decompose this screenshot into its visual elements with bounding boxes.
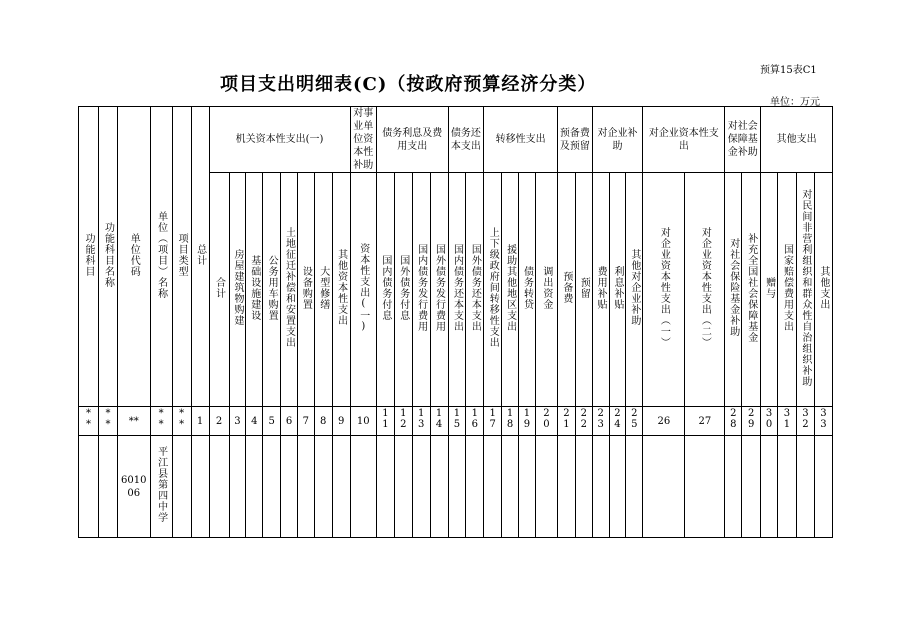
sub-house: 房屋建筑物购建 (229, 173, 246, 407)
sub-foreign-fee: 国外债务发行费用 (430, 173, 448, 407)
num-cell: 30 (761, 407, 778, 436)
sub-other-capital: 其他资本性支出 (332, 173, 350, 407)
sub-gift: 赠与 (761, 173, 778, 407)
num-cell: 9 (332, 407, 350, 436)
sub-car: 公务用车购置 (263, 173, 281, 407)
group-debt-interest: 债务利息及费用支出 (376, 107, 448, 173)
num-cell: 20 (535, 407, 557, 436)
table-row (79, 436, 833, 538)
sub-ss-fund: 对社会保险基金补助 (725, 173, 742, 407)
col-func-subject: 功能科目 (79, 107, 99, 407)
num-cell: 11 (376, 407, 394, 436)
num-cell: 10 (350, 407, 376, 436)
num-cell: 29 (742, 407, 761, 436)
sub-ss-supplement: 补充全国社会保障基金 (742, 173, 761, 407)
sub-enterprise-capital-1: 对企业资本性支出（一） (643, 173, 685, 407)
sub-npo-subsidy: 对民间非营利组织和群众性自治组织补助 (796, 173, 814, 407)
num-cell: 5 (263, 407, 281, 436)
sub-other: 其他支出 (814, 173, 832, 407)
num-cell: 26 (643, 407, 685, 436)
page-title: 项目支出明细表(C)（按政府预算经济分类） (220, 74, 597, 95)
num-cell: 21 (557, 407, 575, 436)
num-cell: 19 (519, 407, 536, 436)
unit-code-cell: 601006 (117, 436, 150, 538)
group-other: 其他支出 (761, 107, 833, 173)
group-reserve: 预备费及预留 (557, 107, 592, 173)
num-cell: 8 (314, 407, 332, 436)
num-cell: 31 (778, 407, 797, 436)
num-cell: 1 (191, 407, 209, 436)
sub-repair: 大型修缮 (314, 173, 332, 407)
num-cell: ** (117, 407, 150, 436)
num-cell: 27 (685, 407, 725, 436)
header-row-groups (79, 107, 833, 173)
sub-foreign-interest: 国外债务付息 (394, 173, 412, 407)
num-cell: 23 (592, 407, 609, 436)
sub-foreign-principal: 国外债务还本支出 (466, 173, 484, 407)
form-code: 预算15表C1 (760, 65, 817, 76)
group-enterprise-capital: 对企业资本性支出 (643, 107, 725, 173)
sub-land: 土地征迁补偿和安置支出 (281, 173, 298, 407)
sub-domestic-fee: 国内债务发行费用 (412, 173, 430, 407)
sub-interest-subsidy: 利息补贴 (609, 173, 626, 407)
sub-capital-1: 资本性支出(一) (350, 173, 376, 407)
sub-fee-subsidy: 费用补贴 (592, 173, 609, 407)
group-institution-capital-subsidy: 对事业单位资本性补助 (350, 107, 376, 173)
num-cell: 28 (725, 407, 742, 436)
sub-enterprise-capital-2: 对企业资本性支出（二） (685, 173, 725, 407)
col-project-type: 项目类型 (172, 107, 191, 407)
sub-transfer-out: 调出资金 (535, 173, 557, 407)
sub-intergov-transfer: 上下级政府间转移性支出 (484, 173, 502, 407)
sub-equip: 设备购置 (297, 173, 314, 407)
sub-retain: 预留 (575, 173, 592, 407)
num-cell: 12 (394, 407, 412, 436)
num-cell: 7 (297, 407, 314, 436)
sub-debt-loan: 债务转贷 (519, 173, 536, 407)
sub-reserve: 预备费 (557, 173, 575, 407)
num-cell: 4 (246, 407, 263, 436)
column-number-row (79, 407, 833, 436)
col-unit-code: 单位代码 (117, 107, 150, 407)
num-cell: 3 (229, 407, 246, 436)
sub-domestic-interest: 国内债务付息 (376, 173, 394, 407)
unit-name-cell: 平江县第四中学 (150, 436, 172, 538)
num-cell: ** (150, 407, 172, 436)
num-cell: 6 (281, 407, 298, 436)
num-cell: ** (79, 407, 99, 436)
sub-compensation: 国家赔偿费用支出 (778, 173, 797, 407)
num-cell: 14 (430, 407, 448, 436)
expense-table (78, 106, 833, 538)
num-cell: 22 (575, 407, 592, 436)
group-enterprise-subsidy: 对企业补助 (592, 107, 643, 173)
num-cell: 13 (412, 407, 430, 436)
num-cell: 16 (466, 407, 484, 436)
num-cell: 33 (814, 407, 832, 436)
num-cell: 25 (626, 407, 643, 436)
num-cell: ** (172, 407, 191, 436)
num-cell: 15 (448, 407, 466, 436)
num-cell: 32 (796, 407, 814, 436)
sub-aid: 援助其他地区支出 (502, 173, 519, 407)
group-transfer: 转移性支出 (484, 107, 558, 173)
col-total: 总计 (191, 107, 209, 407)
num-cell: ** (99, 407, 118, 436)
sub-infra: 基础设施建设 (246, 173, 263, 407)
sub-domestic-principal: 国内债务还本支出 (448, 173, 466, 407)
unit-label: 单位：万元 (770, 97, 820, 108)
group-capital-expense: 机关资本性支出(一) (209, 107, 350, 173)
group-debt-principal: 债务还本支出 (448, 107, 484, 173)
num-cell: 2 (209, 407, 229, 436)
col-unit-name: 单位（项目）名称 (150, 107, 172, 407)
sub-other-enterprise: 其他对企业补助 (626, 173, 643, 407)
num-cell: 24 (609, 407, 626, 436)
num-cell: 17 (484, 407, 502, 436)
num-cell: 18 (502, 407, 519, 436)
group-social-security: 对社会保障基金补助 (725, 107, 761, 173)
sub-total: 合计 (209, 173, 229, 407)
col-func-subject-name: 功能科目名称 (99, 107, 118, 407)
